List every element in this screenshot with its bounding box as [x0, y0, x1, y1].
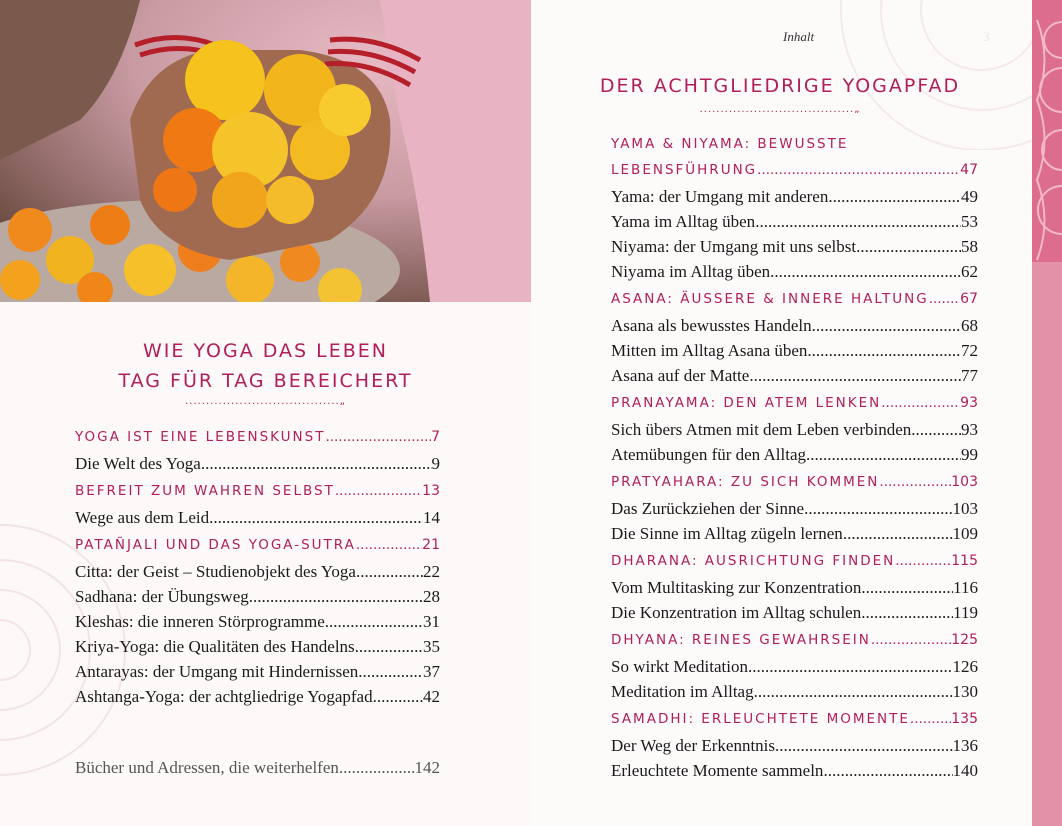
toc-entry-page: 93	[961, 420, 978, 439]
toc-section-page: 67	[960, 291, 978, 307]
toc-entry-title: Asana auf der Matte	[611, 366, 750, 385]
toc-entry-page: 116	[953, 578, 978, 597]
toc-section-title: ASANA: ÄUSSERE & INNERE HALTUNG	[611, 291, 929, 307]
toc-entry-page: 136	[952, 736, 978, 755]
toc-section-page: 7	[431, 429, 440, 445]
toc-entry[interactable]	[611, 524, 978, 549]
toc-entry[interactable]	[611, 657, 978, 682]
toc-section-title: PRANAYAMA: DEN ATEM LENKEN	[611, 395, 882, 411]
toc-entry[interactable]	[75, 687, 440, 712]
right-section-title: DER ACHTGLIEDRIGE YOGAPFAD	[599, 75, 961, 97]
toc-entry-page: 119	[953, 603, 978, 622]
toc-entry-page: 22	[423, 562, 440, 581]
toc-entry[interactable]	[611, 187, 978, 212]
toc-section-heading[interactable]	[611, 291, 978, 316]
leader-dots	[929, 291, 960, 307]
leader-dots	[804, 499, 952, 519]
toc-section-title: YOGA IST EINE LEBENSKUNST	[75, 429, 326, 445]
toc-entry-page: 130	[952, 682, 978, 701]
toc-entry[interactable]	[611, 603, 978, 628]
toc-section-page: 103	[951, 474, 978, 490]
leader-dots	[812, 316, 961, 336]
running-head: Inhalt	[783, 29, 815, 44]
toc-entry[interactable]	[75, 637, 440, 662]
toc-entry-title: Die Sinne im Alltag zügeln lernen	[611, 524, 843, 543]
leader-dots	[335, 483, 422, 499]
toc-entry-title: Niyama: der Umgang mit uns selbst	[611, 237, 857, 256]
leader-dots	[757, 162, 960, 178]
toc-entry-page: 142	[414, 758, 440, 777]
leader-dots	[807, 341, 961, 361]
toc-section-heading[interactable]	[75, 537, 440, 562]
toc-entry-page: 37	[423, 662, 440, 681]
toc-entry-page: 99	[961, 445, 978, 464]
toc-entry-page: 126	[952, 657, 978, 676]
leader-dots	[373, 687, 423, 707]
toc-entry-page: 68	[961, 316, 978, 335]
toc-entry[interactable]	[611, 212, 978, 237]
leader-dots	[823, 761, 952, 781]
right-title-divider: .....................................„	[699, 104, 861, 115]
toc-entry[interactable]	[611, 499, 978, 524]
toc-entry-page: 62	[961, 262, 978, 281]
toc-entry-title: Erleuchtete Momente sammeln	[611, 761, 824, 780]
toc-entry-title: Bücher und Adressen, die weiterhelfen	[75, 758, 339, 777]
leader-dots	[201, 454, 432, 474]
toc-entry[interactable]	[611, 578, 978, 603]
toc-entry[interactable]	[75, 454, 440, 479]
leader-dots	[895, 553, 951, 569]
leader-dots	[339, 758, 415, 778]
toc-section-heading[interactable]	[75, 483, 440, 508]
toc-entry-page: 58	[961, 237, 978, 256]
toc-entry-title: Vom Multitasking zur Konzentration	[611, 578, 862, 597]
toc-entry[interactable]	[611, 682, 978, 707]
toc-section-title: PRATYAHARA: ZU SICH KOMMEN	[611, 474, 880, 490]
toc-section-title: DHARANA: AUSRICHTUNG FINDEN	[611, 553, 896, 569]
leader-dots	[754, 682, 953, 702]
toc-section-heading-line1[interactable]	[611, 136, 978, 158]
toc-entry-page: 31	[423, 612, 440, 631]
toc-section-title: DHYANA: REINES GEWAHRSEIN	[611, 632, 871, 648]
toc-entry[interactable]	[75, 587, 440, 612]
toc-entry[interactable]	[611, 420, 978, 445]
toc-section-title: SAMADHI: ERLEUCHTETE MOMENTE	[611, 711, 910, 727]
leader-dots	[358, 662, 423, 682]
toc-entry-title: Meditation im Alltag	[611, 682, 754, 701]
left-title-line1: WIE YOGA DAS LEBEN	[143, 340, 388, 362]
toc-section-heading[interactable]	[611, 553, 978, 578]
leader-dots	[770, 262, 961, 282]
toc-entry[interactable]	[611, 262, 978, 287]
right-page	[531, 0, 1062, 826]
right-toc	[611, 136, 978, 786]
toc-entry-title: Die Konzentration im Alltag schulen	[611, 603, 862, 622]
toc-entry-page: 28	[423, 587, 440, 606]
toc-entry[interactable]	[611, 736, 978, 761]
toc-entry-page: 42	[423, 687, 440, 706]
left-title-divider: .....................................„	[185, 396, 346, 407]
toc-entry[interactable]	[611, 316, 978, 341]
toc-section-page: 93	[960, 395, 978, 411]
toc-entry-title: Das Zurückziehen der Sinne	[611, 499, 805, 518]
leader-dots	[856, 237, 961, 257]
left-title-line2: TAG FÜR TAG BEREICHERT	[118, 370, 413, 392]
toc-entry-page: 72	[961, 341, 978, 360]
toc-entry-title: Niyama im Alltag üben	[611, 262, 771, 281]
toc-entry[interactable]	[75, 508, 440, 533]
toc-entry-title: Yama: der Umgang mit anderen	[611, 187, 829, 206]
toc-entry[interactable]	[611, 761, 978, 786]
leader-dots	[325, 429, 431, 445]
toc-entry-title: Ashtanga-Yoga: der achtgliedrige Yogapfad	[75, 687, 373, 706]
left-toc	[75, 425, 440, 712]
toc-section-heading[interactable]	[75, 429, 440, 454]
leader-dots	[871, 632, 951, 648]
toc-entry-title: Mitten im Alltag Asana üben	[611, 341, 808, 360]
left-footer-toc	[75, 758, 440, 783]
toc-entry-page: 140	[952, 761, 978, 780]
toc-entry[interactable]	[75, 662, 440, 687]
toc-section-page: 135	[951, 711, 978, 727]
toc-entry-page: 14	[423, 508, 440, 527]
toc-entry-page: 77	[961, 366, 978, 385]
toc-section-heading[interactable]	[611, 632, 978, 657]
toc-entry-title: So wirkt Meditation	[611, 657, 748, 676]
toc-entry[interactable]	[611, 445, 978, 470]
toc-entry[interactable]	[611, 366, 978, 391]
toc-entry[interactable]	[75, 612, 440, 637]
leader-dots	[355, 637, 423, 657]
toc-section-page: 125	[951, 632, 978, 648]
toc-section-page: 115	[951, 553, 978, 569]
toc-section-title: YAMA & NIYAMA: BEWUSSTE	[611, 136, 849, 152]
toc-entry-title: Yama im Alltag üben	[611, 212, 756, 231]
toc-section-heading[interactable]	[611, 711, 978, 736]
leader-dots	[356, 562, 423, 582]
toc-entry-title: Antarayas: der Umgang mit Hindernissen	[75, 662, 359, 681]
toc-entry-page: 53	[961, 212, 978, 231]
toc-entry[interactable]	[611, 341, 978, 366]
toc-section-page: 47	[960, 162, 978, 178]
leader-dots	[748, 657, 953, 677]
leader-dots	[249, 587, 423, 607]
leader-dots	[749, 366, 961, 386]
toc-section-heading[interactable]	[611, 395, 978, 420]
leader-dots	[911, 420, 961, 440]
toc-entry-books[interactable]	[75, 758, 440, 783]
toc-entry[interactable]	[75, 562, 440, 587]
toc-section-heading[interactable]	[611, 474, 978, 499]
toc-entry-title: Sadhana: der Übungsweg	[75, 587, 249, 606]
leader-dots	[775, 736, 952, 756]
toc-entry-title: Citta: der Geist – Studienobjekt des Yoga	[75, 562, 356, 581]
leader-dots	[325, 612, 423, 632]
leader-dots	[806, 445, 961, 465]
leader-dots	[861, 603, 953, 623]
leader-dots	[861, 578, 953, 598]
toc-entry-page: 103	[952, 499, 978, 518]
toc-entry-title: Die Welt des Yoga	[75, 454, 201, 473]
toc-section-page: 13	[422, 483, 440, 499]
toc-entry-title: Kleshas: die inneren Störprogramme	[75, 612, 325, 631]
leader-dots	[879, 474, 951, 490]
leader-dots	[356, 537, 422, 553]
toc-entry-title: Atemübungen für den Alltag	[611, 445, 806, 464]
toc-section-heading[interactable]	[611, 162, 978, 187]
toc-entry-title: Wege aus dem Leid	[75, 508, 210, 527]
toc-section-title: LEBENSFÜHRUNG	[611, 162, 758, 178]
toc-entry-title: Der Weg der Erkenntnis	[611, 736, 776, 755]
toc-entry-title: Kriya-Yoga: die Qualitäten des Handelns	[75, 637, 355, 656]
toc-entry-page: 109	[952, 524, 978, 543]
toc-entry-title: Asana als bewusstes Handeln	[611, 316, 812, 335]
toc-section-title: BEFREIT ZUM WAHREN SELBST	[75, 483, 335, 499]
leader-dots	[755, 212, 961, 232]
leader-dots	[910, 711, 951, 727]
toc-entry-page: 9	[431, 454, 440, 473]
leader-dots	[828, 187, 961, 207]
leader-dots	[881, 395, 960, 411]
leader-dots	[843, 524, 953, 544]
toc-entry-page: 35	[423, 637, 440, 656]
page-number: 3	[983, 29, 990, 44]
toc-section-title: PATAÑJALI UND DAS YOGA-SUTRA	[75, 537, 356, 553]
toc-entry-page: 49	[961, 187, 978, 206]
marigold-photo	[0, 0, 531, 302]
toc-entry-title: Sich übers Atmen mit dem Leben verbinden	[611, 420, 912, 439]
edge-strip-ornament	[1032, 0, 1062, 262]
left-section-title	[0, 336, 531, 396]
toc-section-page: 21	[422, 537, 440, 553]
leader-dots	[209, 508, 423, 528]
toc-entry[interactable]	[611, 237, 978, 262]
